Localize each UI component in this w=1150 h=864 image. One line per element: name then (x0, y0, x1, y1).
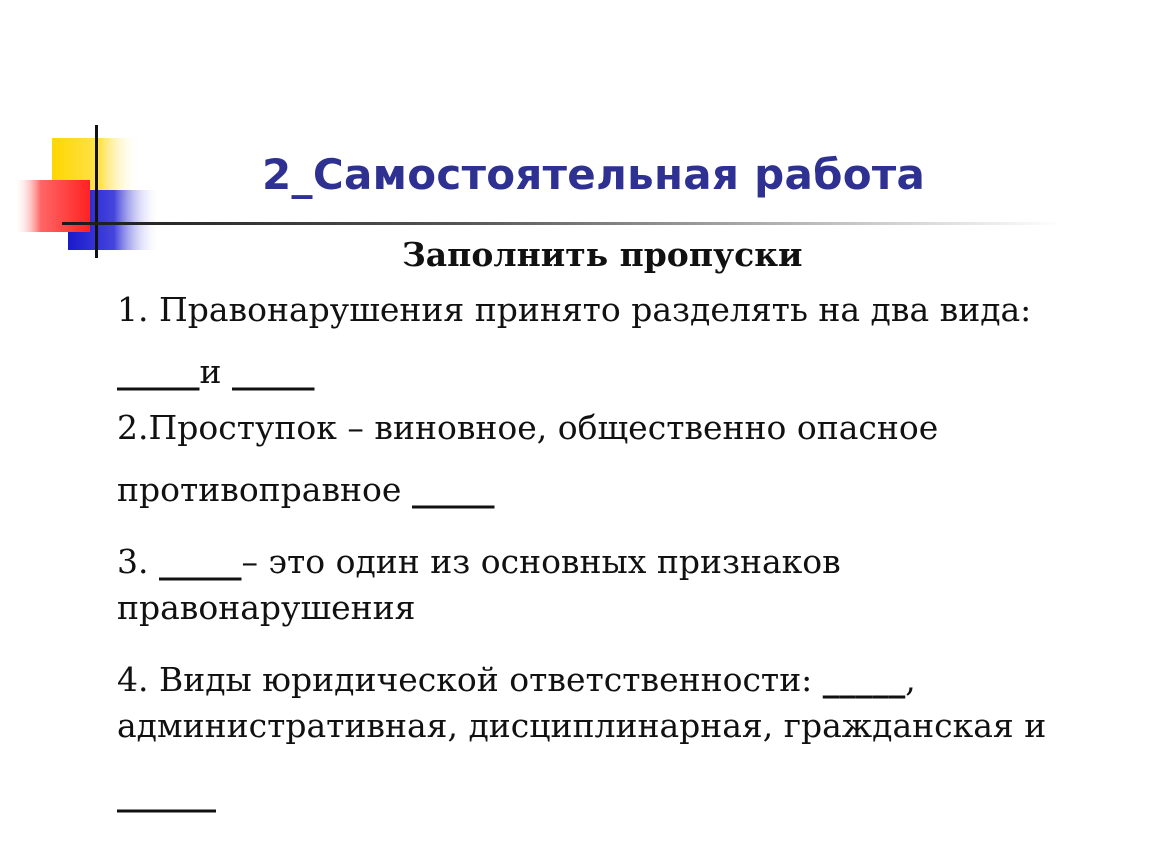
vertical-rule (95, 125, 98, 258)
corner-decoration (0, 0, 170, 270)
task-3-suffix: – это один из основных признаков (241, 542, 841, 581)
task-3-line-2 (117, 588, 415, 627)
task-4-blank: _____ (822, 660, 906, 699)
task-2-text-2: противоправное (117, 470, 412, 509)
task-4-text-2: административная, дисциплинарная, гражданская и (117, 706, 1047, 745)
task-2-text: 2.Проступок – виновное, общественно опасное (117, 408, 939, 447)
task-4-blank-final: ______ (117, 774, 216, 813)
task-4-comma: , (905, 660, 916, 699)
task-4-line-3 (117, 774, 216, 813)
title-underline (62, 222, 1062, 225)
task-2-line-2 (117, 470, 494, 509)
task-1-question (117, 290, 1031, 329)
task-1-conjunction: и (199, 352, 232, 391)
task-2-line-1 (117, 408, 938, 447)
task-3-line-1 (117, 542, 841, 581)
task-1-blank-2: _____ (231, 352, 315, 391)
task-3-text-2: правонарушения (117, 588, 416, 627)
task-3-blank: _____ (158, 542, 242, 581)
task-3-prefix: 3. (117, 542, 159, 581)
slide-title: 2_Самостоятельная работа (262, 150, 926, 199)
task-1-blank-1: _____ (117, 352, 200, 391)
slide-subtitle: Заполнить пропуски (402, 235, 803, 274)
task-1-text: 1. Правонарушения принято разделять на два вида: (117, 290, 1032, 329)
task-2-blank: _____ (411, 470, 495, 509)
task-4-prefix: 4. Виды юридической ответственности: (117, 660, 823, 699)
task-4-line-1 (117, 660, 916, 699)
task-1-answers (117, 352, 314, 391)
task-4-line-2 (117, 706, 1046, 745)
